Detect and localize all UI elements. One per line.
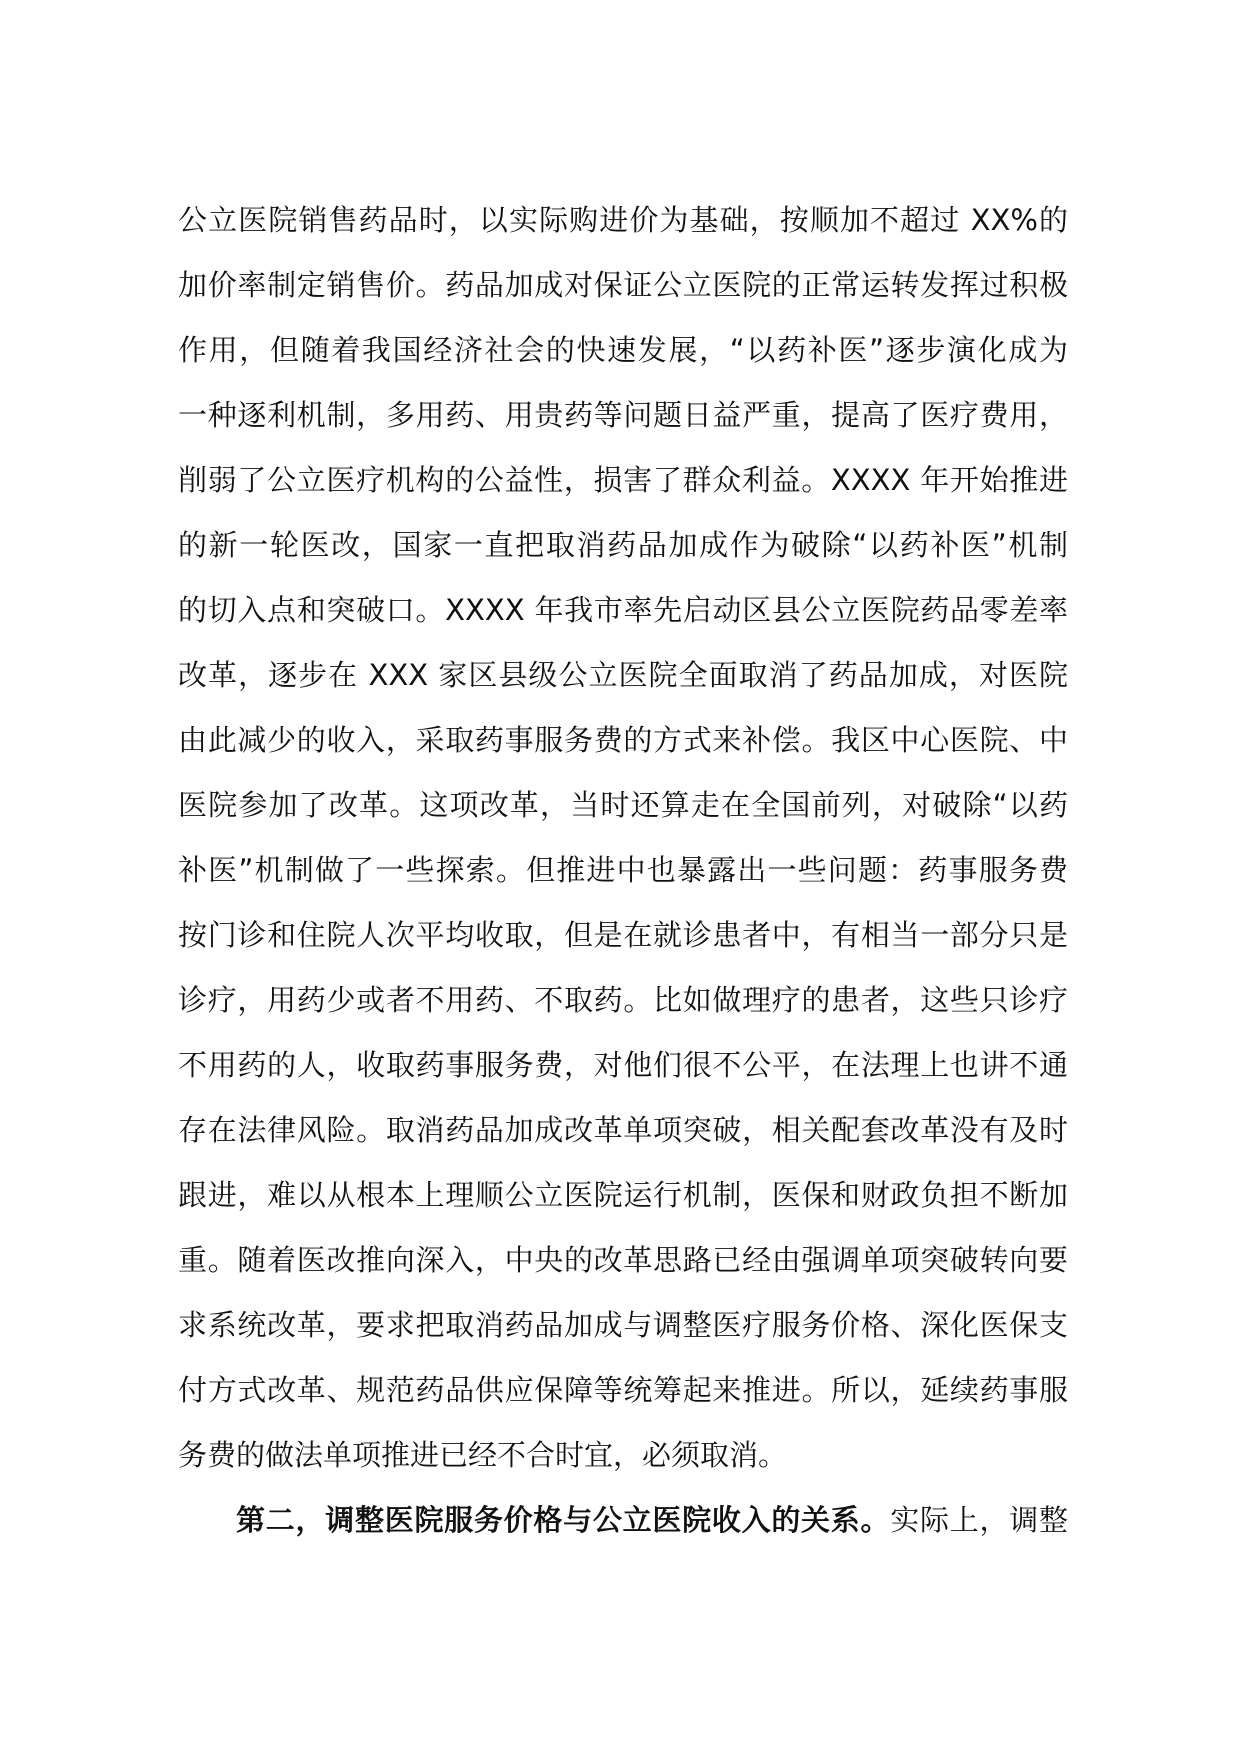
text-line: 由此减少的收入，采取药事服务费的方式来补偿。我区中心医院、中 bbox=[178, 723, 1068, 757]
text-line: 存在法律风险。取消药品加成改革单项突破，相关配套改革没有及时 bbox=[178, 1113, 1068, 1147]
text-line: 削弱了公立医疗机构的公益性，损害了群众利益。XXXX 年开始推进 bbox=[178, 463, 1068, 497]
text-line: 改革，逐步在 XXX 家区县级公立医院全面取消了药品加成，对医院 bbox=[178, 658, 1068, 692]
paragraph-heading: 第二，调整医院服务价格与公立医院收入的关系。 bbox=[236, 1503, 891, 1537]
paragraph-2-first-line bbox=[178, 1488, 1068, 1553]
text-line: 补医”机制做了一些探索。但推进中也暴露出一些问题：药事服务费 bbox=[178, 853, 1068, 887]
paragraph-text: 实际上，调整 bbox=[890, 1503, 1068, 1537]
text-line: 诊疗，用药少或者不用药、不取药。比如做理疗的患者，这些只诊疗 bbox=[178, 983, 1068, 1017]
text-line: 务费的做法单项推进已经不合时宜，必须取消。 bbox=[178, 1438, 788, 1472]
text-line: 的新一轮医改，国家一直把取消药品加成作为破除“以药补医”机制 bbox=[178, 528, 1068, 562]
text-line: 加价率制定销售价。药品加成对保证公立医院的正常运转发挥过积极 bbox=[178, 268, 1068, 302]
text-line: 求系统改革，要求把取消药品加成与调整医疗服务价格、深化医保支 bbox=[178, 1308, 1068, 1342]
text-line: 医院参加了改革。这项改革，当时还算走在全国前列，对破除“以药 bbox=[178, 788, 1068, 822]
text-line: 公立医院销售药品时，以实际购进价为基础，按顺加不超过 XX%的 bbox=[178, 203, 1068, 237]
text-line: 的切入点和突破口。XXXX 年我市率先启动区县公立医院药品零差率 bbox=[178, 593, 1068, 627]
text-line: 付方式改革、规范药品供应保障等统筹起来推进。所以，延续药事服 bbox=[178, 1373, 1068, 1407]
text-line: 不用药的人，收取药事服务费，对他们很不公平，在法理上也讲不通 bbox=[178, 1048, 1068, 1082]
text-line: 作用，但随着我国经济社会的快速发展，“以药补医”逐步演化成为 bbox=[178, 333, 1068, 367]
text-line: 跟进，难以从根本上理顺公立医院运行机制，医保和财政负担不断加 bbox=[178, 1178, 1068, 1212]
body-text bbox=[178, 188, 1068, 1553]
text-line: 一种逐利机制，多用药、用贵药等问题日益严重，提高了医疗费用， bbox=[178, 398, 1068, 432]
text-line: 重。随着医改推向深入，中央的改革思路已经由强调单项突破转向要 bbox=[178, 1243, 1068, 1277]
text-line: 按门诊和住院人次平均收取，但是在就诊患者中，有相当一部分只是 bbox=[178, 918, 1068, 952]
